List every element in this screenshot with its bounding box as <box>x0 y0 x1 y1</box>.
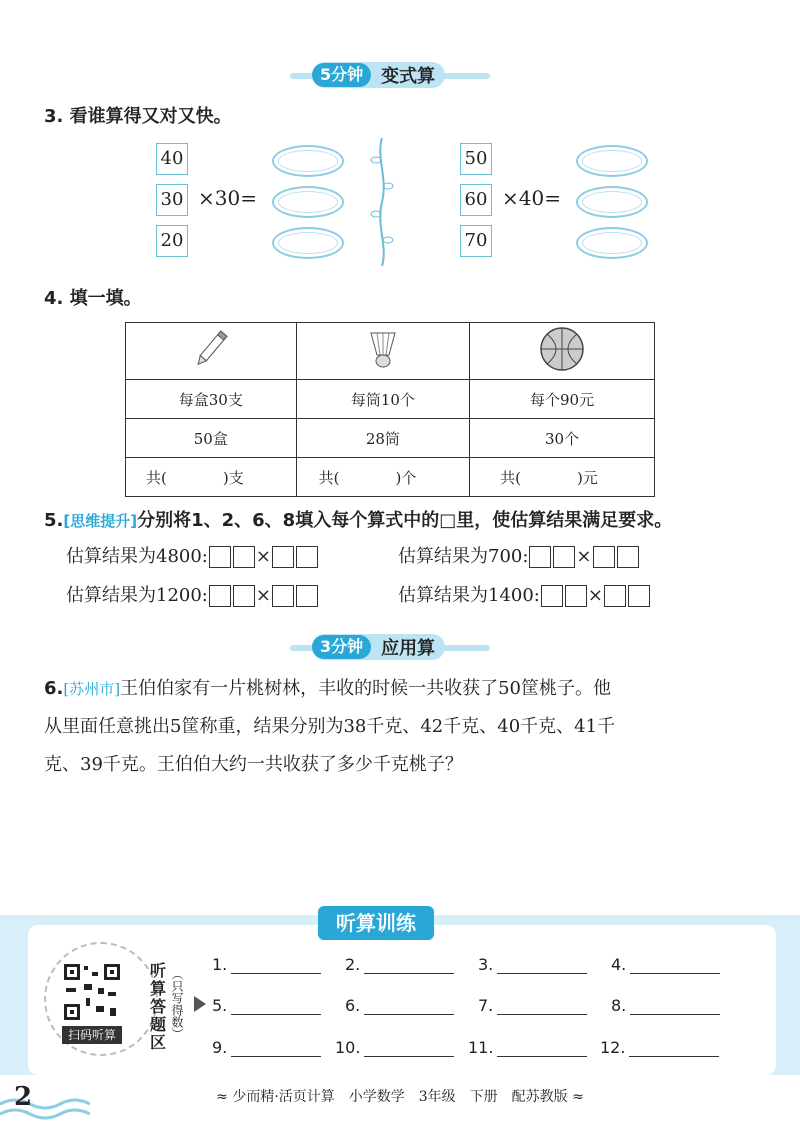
digit-box[interactable] <box>209 585 231 607</box>
shuttlecock-icon <box>361 327 405 371</box>
total-suffix: )元 <box>576 468 598 487</box>
table-cell[interactable] <box>296 458 469 497</box>
answer-slot[interactable]: 9. <box>212 1038 321 1057</box>
digit-box[interactable] <box>628 585 650 607</box>
answer-slot[interactable]: 12. <box>600 1038 719 1057</box>
digit-box[interactable] <box>233 585 255 607</box>
total-prefix: 共( <box>500 468 521 487</box>
table-cell: 每盒30支 <box>126 380 297 419</box>
estimate-item <box>66 581 319 607</box>
digit-box[interactable] <box>296 546 318 568</box>
section-pill <box>312 634 445 660</box>
answer-area-note: （只写得数） <box>170 968 184 1040</box>
digit-box[interactable] <box>553 546 575 568</box>
q3-right-number: 50 <box>460 143 492 175</box>
times-sign: × <box>576 546 592 567</box>
footer-text: ≈ 少而精·活页计算 小学数学 3年级 下册 配苏教版 ≈ <box>216 1089 584 1105</box>
table-cell: 28筒 <box>296 419 469 458</box>
table-cell: 每个90元 <box>470 380 655 419</box>
table-cell[interactable] <box>470 458 655 497</box>
total-suffix: )个 <box>395 468 417 487</box>
vine-divider-icon <box>368 138 396 266</box>
answer-slot[interactable]: 6. <box>345 996 454 1015</box>
arrow-right-icon <box>194 996 206 1012</box>
table-cell <box>296 323 469 380</box>
answer-oval[interactable] <box>272 186 344 218</box>
digit-box[interactable] <box>296 585 318 607</box>
page-number: 2 <box>14 1082 33 1112</box>
estimate-label: 估算结果为4800: <box>66 546 208 567</box>
estimate-label: 估算结果为700: <box>398 546 529 567</box>
answer-oval[interactable] <box>576 186 648 218</box>
table-cell[interactable] <box>126 458 297 497</box>
answer-slot[interactable]: 5. <box>212 996 321 1015</box>
q6-question <box>44 670 744 784</box>
listening-title: 听算训练 <box>318 906 434 940</box>
digit-box[interactable] <box>593 546 615 568</box>
q5-title <box>44 506 672 532</box>
q3-title: 3. 看谁算得又对又快。 <box>44 106 232 127</box>
section-badge: 3分钟 <box>312 635 371 659</box>
digit-box[interactable] <box>209 546 231 568</box>
q3-left-number: 30 <box>156 184 188 216</box>
q5-text: 分别将1、2、6、8填入每个算式中的□里，使估算结果满足要求。 <box>137 510 673 531</box>
answer-oval[interactable] <box>272 145 344 177</box>
digit-box[interactable] <box>529 546 551 568</box>
answer-slot[interactable]: 2. <box>345 955 454 974</box>
table-cell: 每筒10个 <box>296 380 469 419</box>
digit-box[interactable] <box>541 585 563 607</box>
section-badge: 5分钟 <box>312 63 371 87</box>
answer-slot[interactable]: 4. <box>611 955 720 974</box>
q3-left-number: 20 <box>156 225 188 257</box>
q5-number: 5. <box>44 510 64 531</box>
total-prefix: 共( <box>146 468 167 487</box>
answer-slot[interactable]: 1. <box>212 955 321 974</box>
qr-code-icon[interactable] <box>62 962 122 1022</box>
q6-line: 6.[苏州市]王伯伯家有一片桃树林，丰收的时候一共收获了50筐桃子。他 <box>44 678 611 699</box>
estimate-item <box>66 542 319 568</box>
section-pill <box>312 62 445 88</box>
q3-right-number: 60 <box>460 184 492 216</box>
estimate-label: 估算结果为1400: <box>398 585 540 606</box>
answer-area-label: 听算答题区 <box>150 961 167 1052</box>
q3-right-number: 70 <box>460 225 492 257</box>
q5-tag: [思维提升] <box>63 512 138 530</box>
table-cell <box>126 323 297 380</box>
answer-oval[interactable] <box>576 227 648 259</box>
q4-table <box>125 322 655 497</box>
answer-slot[interactable]: 11. <box>468 1038 587 1057</box>
q3-left-operator: ×30= <box>198 186 257 210</box>
estimate-item <box>398 581 651 607</box>
q6-tag: [苏州市] <box>63 680 121 698</box>
section-banner-5min <box>0 60 800 90</box>
q4-title: 4. 填一填。 <box>44 288 142 309</box>
basketball-icon <box>537 324 587 374</box>
answer-slot[interactable]: 3. <box>478 955 587 974</box>
q6-number: 6. <box>44 678 64 699</box>
answer-oval[interactable] <box>576 145 648 177</box>
section-title: 应用算 <box>381 638 436 659</box>
times-sign: × <box>587 585 603 606</box>
digit-box[interactable] <box>233 546 255 568</box>
estimate-label: 估算结果为1200: <box>66 585 208 606</box>
total-prefix: 共( <box>318 468 340 487</box>
times-sign: × <box>255 585 271 606</box>
estimate-item <box>398 542 640 568</box>
q6-line: 克、39千克。王伯伯大约一共收获了多少千克桃子？ <box>44 754 463 775</box>
q3-right-operator: ×40= <box>502 186 561 210</box>
answer-slot[interactable]: 7. <box>478 996 587 1015</box>
digit-box[interactable] <box>617 546 639 568</box>
digit-box[interactable] <box>604 585 626 607</box>
qr-label: 扫码听算 <box>62 1026 122 1044</box>
section-title: 变式算 <box>381 66 436 87</box>
page-footer <box>0 1078 800 1130</box>
section-banner-3min <box>0 632 800 662</box>
answer-oval[interactable] <box>272 227 344 259</box>
q6-line: 从里面任意挑出5筐称重，结果分别为38千克、42千克、40千克、41千 <box>44 716 616 737</box>
digit-box[interactable] <box>272 546 294 568</box>
times-sign: × <box>255 546 271 567</box>
table-cell: 50盒 <box>126 419 297 458</box>
answer-slot[interactable]: 10. <box>335 1038 454 1057</box>
table-cell: 30个 <box>470 419 655 458</box>
digit-box[interactable] <box>565 585 587 607</box>
q3-left-number: 40 <box>156 143 188 175</box>
table-cell <box>470 323 655 380</box>
total-suffix: )支 <box>222 468 244 487</box>
digit-box[interactable] <box>272 585 294 607</box>
pencil-icon <box>191 327 231 371</box>
answer-slot[interactable]: 8. <box>611 996 720 1015</box>
